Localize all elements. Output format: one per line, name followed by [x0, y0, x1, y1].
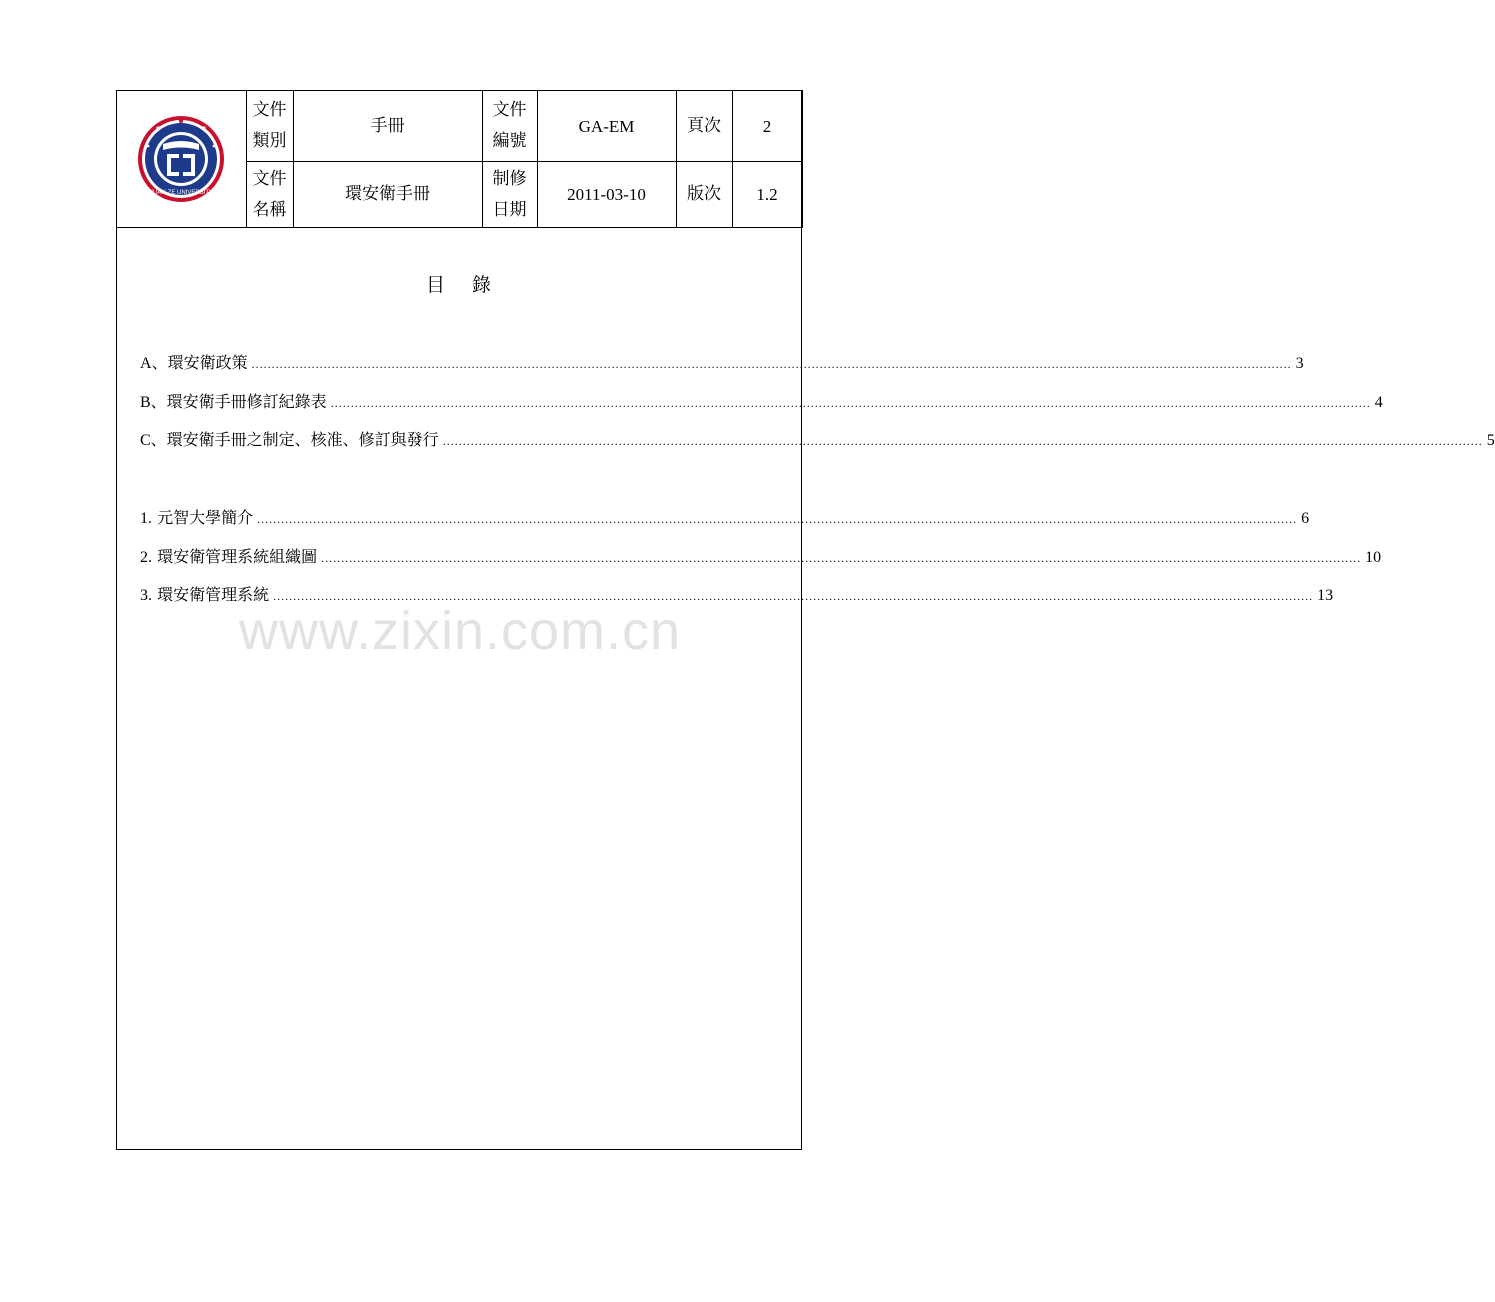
- toc-entry-2[interactable]: [140, 546, 1382, 569]
- toc-leader-dots: ....................................................................................................................................................................................................................................................................: [321, 551, 1362, 565]
- toc-entry-label: [140, 429, 439, 452]
- toc-entry-label: [140, 546, 317, 569]
- toc-entry-label: [140, 507, 253, 530]
- toc-entry-prefix: 1.: [140, 510, 152, 527]
- toc-entry-title: 環安衛管理系統組織圖: [157, 547, 318, 566]
- label-line-2: 名稱: [252, 199, 287, 220]
- doc-number-value: GA-EM: [537, 91, 676, 162]
- document-header-table: [116, 90, 803, 228]
- toc-entry-1[interactable]: [140, 507, 1310, 530]
- revision-date-value: 2011-03-10: [537, 162, 676, 228]
- toc-title-right: 錄: [472, 274, 493, 296]
- doc-name-value: 環安衛手冊: [293, 162, 482, 228]
- toc-leader-dots: ....................................................................................................................................................................................................................................................................: [273, 589, 1314, 603]
- toc-leader-dots: ....................................................................................................................................................................................................................................................................: [442, 434, 1483, 448]
- revision-date-label: [482, 162, 537, 228]
- toc-entry-title: 、環安衛政策: [151, 353, 248, 372]
- toc-entry-title: 、環安衛手冊之制定、核准、修訂與發行: [150, 430, 439, 449]
- toc-entry-page: 10: [1365, 549, 1382, 566]
- toc-entry-a[interactable]: [140, 352, 1304, 375]
- toc-entry-prefix: B: [140, 394, 151, 411]
- toc-title-left: 目: [425, 274, 446, 296]
- logo-ring-text: YUAN-ZE UNIVERSITY: [148, 189, 213, 196]
- toc-entry-page: 3: [1295, 355, 1304, 372]
- toc-entry-prefix: A: [140, 355, 152, 372]
- doc-name-label: [246, 162, 293, 228]
- version-value: 1.2: [732, 162, 802, 228]
- page-label: 頁次: [676, 91, 732, 162]
- version-label: 版次: [676, 162, 732, 228]
- toc-entry-b[interactable]: [140, 391, 1383, 414]
- toc-entry-prefix: 3.: [140, 587, 152, 604]
- toc-entry-page: 6: [1301, 510, 1310, 527]
- toc-title: [116, 270, 802, 297]
- toc-entry-page: 4: [1374, 394, 1383, 411]
- toc-leader-dots: ....................................................................................................................................................................................................................................................................: [257, 512, 1298, 526]
- toc-entry-label: [140, 352, 248, 375]
- toc-entry-prefix: C: [140, 432, 151, 449]
- label-line-2: 編號: [492, 131, 527, 151]
- watermark: www.zixin.com.cn: [238, 601, 682, 661]
- label-line-2: 日期: [492, 199, 527, 220]
- toc-entry-prefix: 2.: [140, 549, 152, 566]
- toc-entry-page: 5: [1486, 432, 1495, 449]
- toc-entry-title: 元智大學簡介: [157, 508, 254, 527]
- toc-entry-label: [140, 391, 327, 414]
- label-line-1: 文件: [252, 168, 287, 189]
- toc-entry-title: 環安衛管理系統: [157, 585, 270, 604]
- toc-leader-dots: ....................................................................................................................................................................................................................................................................: [251, 357, 1292, 371]
- toc-entry-page: 13: [1317, 587, 1334, 604]
- label-line-2: 類別: [252, 131, 287, 151]
- label-line-1: 文件: [252, 100, 287, 120]
- logo-cell: [116, 91, 246, 228]
- label-line-1: 文件: [492, 100, 527, 120]
- label-line-1: 制修: [492, 168, 527, 189]
- university-logo: [136, 114, 226, 204]
- doc-category-value: 手冊: [293, 91, 482, 162]
- doc-category-label: [246, 91, 293, 162]
- toc-entry-title: 、環安衛手冊修訂紀錄表: [150, 392, 327, 411]
- toc-entry-c[interactable]: [140, 429, 1495, 452]
- page-value: 2: [732, 91, 802, 162]
- toc-leader-dots: ....................................................................................................................................................................................................................................................................: [330, 396, 1371, 410]
- doc-number-label: [482, 91, 537, 162]
